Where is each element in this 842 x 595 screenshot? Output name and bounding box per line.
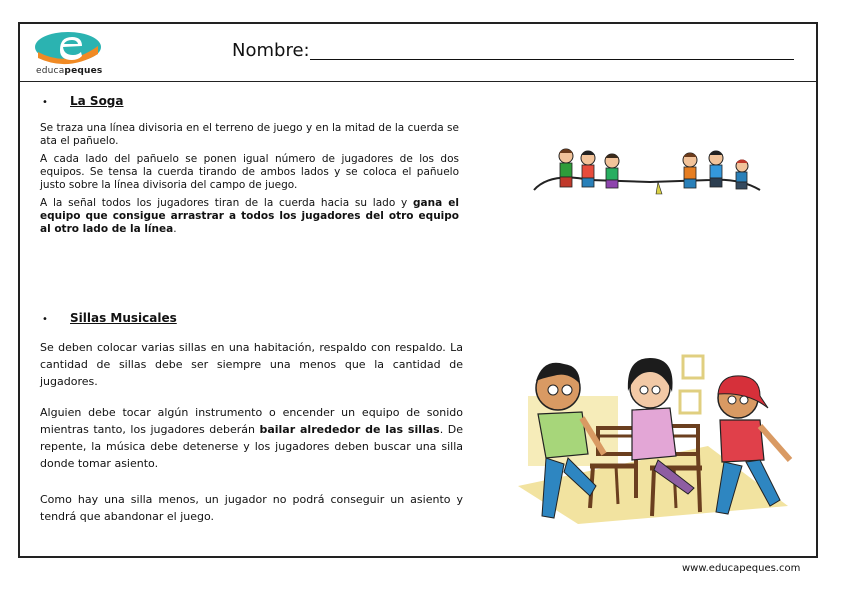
paragraph: Se deben colocar varias sillas en una habitación, respaldo con respaldo. La cantidad de sillas debe ser siempre una menos que la cantidad de jugadores.	[40, 341, 463, 388]
child-figure	[605, 154, 619, 188]
musical-chairs-illustration	[498, 336, 798, 526]
section-bullet: •	[42, 97, 48, 108]
section-title-sillas-musicales: Sillas Musicales	[70, 311, 177, 325]
name-field-line[interactable]	[310, 59, 794, 60]
educapeques-logo	[32, 28, 112, 80]
worksheet-frame	[18, 22, 818, 558]
paragraph: Alguien debe tocar algún instrumento o encender un equipo de sonido mientras tanto, los jugadores deberán bailar alrededor de las sillas. De repente, la música debe detenerse y los jugadores deben buscar una silla donde tomar asiento.	[40, 406, 463, 470]
child-figure	[581, 151, 595, 187]
paragraph: A cada lado del pañuelo se ponen igual número de jugadores de los dos equipos. Se tensa la cuerda tirando de ambos lados y se coloca el pañuelo justo sobre la línea divisoria del campo de juego.	[40, 153, 459, 191]
header	[20, 24, 816, 82]
paragraph: Como hay una silla menos, un jugador no podrá conseguir un asiento y tendrá que abandonar el juego.	[40, 493, 463, 523]
paragraph: Se traza una línea divisoria en el terreno de juego y en la mitad de la cuerda se ata el pañuelo.	[40, 122, 459, 147]
child-figure	[709, 151, 723, 187]
section-title-la-soga: La Soga	[70, 94, 124, 108]
child-figure	[736, 160, 748, 190]
section-bullet: •	[42, 314, 48, 325]
logo-wordmark: educapeques	[36, 66, 103, 76]
tug-of-war-illustration	[530, 142, 770, 202]
child-figure	[683, 153, 697, 188]
logo-mark-icon	[32, 28, 104, 68]
handkerchief-icon	[656, 182, 662, 194]
footer-url[interactable]: www.educapeques.com	[682, 563, 801, 574]
child-figure	[559, 149, 573, 187]
paragraph: A la señal todos los jugadores tiran de la cuerda hacia su lado y gana el equipo que consigue arrastrar a todos los jugadores del otro equipo al otro lado de la línea.	[40, 197, 459, 235]
name-label: Nombre:	[232, 40, 310, 61]
